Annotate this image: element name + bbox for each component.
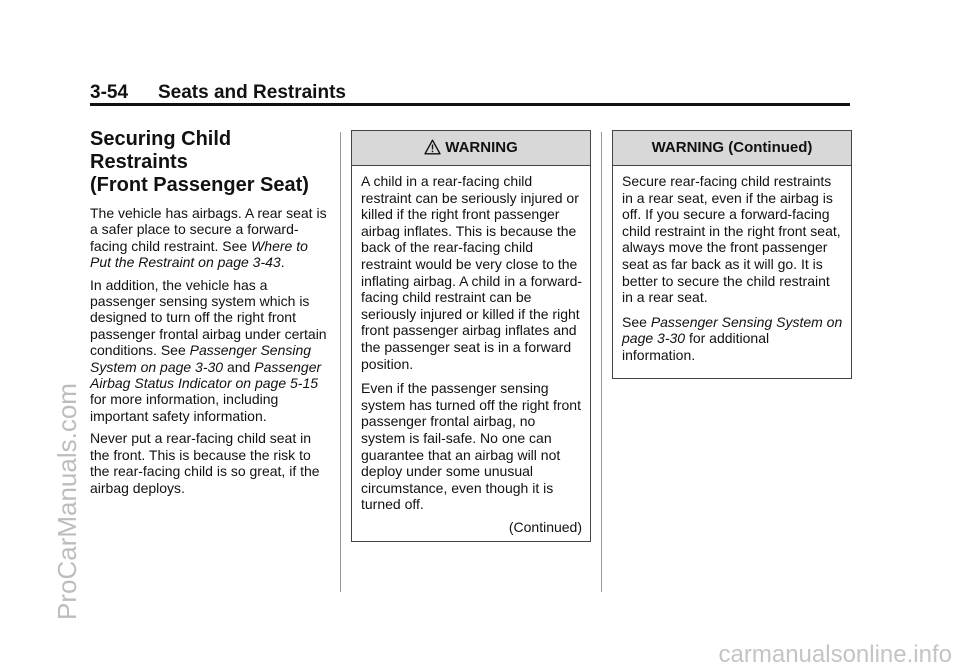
section-title: Seats and Restraints (158, 82, 346, 103)
side-watermark: ProCarManuals.com (52, 383, 82, 620)
continued-label: (Continued) (508, 518, 582, 535)
footer-watermark: carmanualsonline.info (718, 641, 952, 668)
link-passenger-sensing-system-2[interactable]: Passenger Sensing System on page 3-30 (622, 313, 843, 347)
warning-header (352, 131, 590, 166)
paragraph-sensing-system: In addition, the vehicle has a passenger sensing system which is designed to turn off the right front passenger frontal airbag under certain conditions. See Passenger Sensing System on page 3-30 and Passenger Airbag Status Indicator on page 5-15 for more information, including important safety information. (90, 276, 327, 424)
link-passenger-sensing-system[interactable]: Passenger Sensing System on page 3-30 (90, 342, 312, 375)
paragraph-rear-facing: Never put a rear-facing child seat in the front. This is because the risk to the rear-facing child is so great, if the airbag deploys. (90, 430, 320, 496)
page-header (90, 82, 850, 104)
warning-paragraph-2: Even if the passenger sensing system has turned off the right front passenger frontal airbag, no system is fail-safe. No one can guarantee that an airbag will not deploy under some unusual circumstance, even though it is turned off. (361, 380, 581, 513)
warning-triangle-icon (424, 134, 441, 168)
column-divider-1 (340, 132, 341, 592)
left-column (90, 128, 330, 502)
page-number: 3-54 (90, 82, 129, 103)
warning-continued-paragraph-1: Secure rear-facing child restraints in a rear seat, even if the airbag is off. If you secure a forward-facing child restraint in the right front seat, always move the front passenger seat as far back as it will go. It is better to secure the child restraint in a rear seat. (622, 173, 841, 306)
heading-line-2: (Front Passenger Seat) (90, 174, 309, 196)
heading-line-1: Securing Child Restraints (90, 128, 232, 173)
warning-continued-box (612, 130, 852, 379)
warning-continued-paragraph-2: See Passenger Sensing System on page 3-30 for additional information. (622, 313, 843, 363)
warning-continued-header: WARNING (Continued) (613, 131, 851, 166)
warning-title: WARNING (445, 139, 518, 156)
warning-paragraph-1: A child in a rear-facing child restraint can be seriously injured or killed if the right front passenger airbag inflates. This is because the back of the rear-facing child restraint would be very close to the inflating airbag. A child in a forward-facing child restraint can be seriously injured or killed if the right front passenger airbag inflates and the passenger seat is in a forward position. (361, 173, 583, 372)
link-passenger-airbag-status-indicator[interactable]: Passenger Airbag Status Indicator on page 5-15 (90, 358, 322, 392)
link-where-to-put-restraint[interactable]: Where to Put the Restraint on page 3-43 (90, 237, 308, 271)
section-heading (90, 128, 330, 197)
column-divider-2 (601, 132, 602, 592)
paragraph-airbags: The vehicle has airbags. A rear seat is a safer place to secure a forward-facing child restraint. See Where to Put the Restraint on page 3-43. (90, 205, 327, 271)
warning-box (351, 130, 591, 542)
header-rule (90, 103, 850, 106)
